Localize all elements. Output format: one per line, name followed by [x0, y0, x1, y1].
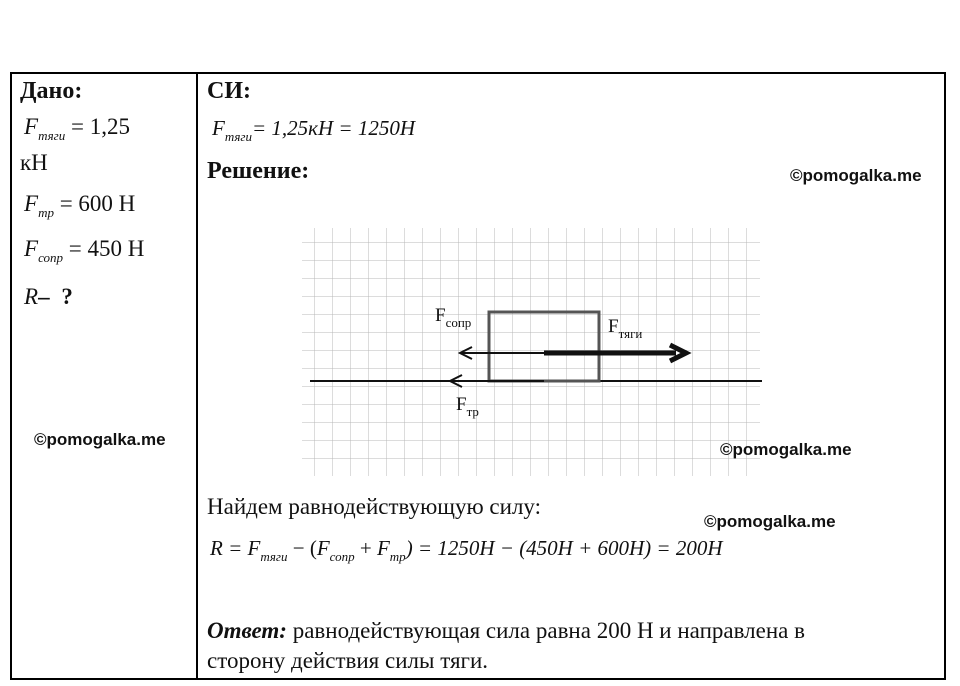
formula-f3: F [376, 536, 390, 560]
formula-f1: F [247, 536, 261, 560]
si-expr: = 1,25кН = 1250Н [252, 116, 415, 140]
given-f-tr-subscript: тр [38, 205, 54, 220]
formula-f3-sub: тр [389, 549, 406, 564]
answer-label: Ответ: [207, 618, 287, 643]
given-f-sopr-subscript: сопр [38, 250, 64, 265]
formula-plus: + [354, 536, 377, 560]
formula-lhs: R = [210, 536, 248, 560]
formula-f1-sub: тяги [260, 549, 288, 564]
watermark-left: ©pomogalka.me [34, 430, 166, 449]
answer-text-1: равнодействующая сила равна 200 Н и направлена в [286, 618, 805, 643]
given-f-tr-value: = 600 Н [59, 191, 136, 216]
solution-formula [210, 536, 723, 564]
given-f-sopr-symbol: F [24, 236, 39, 261]
given-f-tr-symbol: F [24, 191, 39, 216]
watermark-lower-right: ©pomogalka.me [704, 512, 836, 531]
watermark-top-right: ©pomogalka.me [790, 166, 922, 185]
given-f-tyagi-symbol: F [24, 114, 39, 139]
solution-intro: Найдем равнодействующую силу: [207, 494, 542, 519]
si-header: СИ: [207, 78, 251, 104]
given-f-tyagi [24, 114, 130, 143]
formula-minus-open: − ( [287, 536, 317, 560]
given-r-symbol: R [24, 284, 39, 309]
si-subscript: тяги [224, 129, 252, 144]
label-f-sopr: $F_{сопр}$ [435, 305, 472, 330]
force-diagram [296, 224, 766, 480]
given-r-question: ? [61, 284, 73, 309]
label-f-tr: $F_{тр}$ [456, 394, 479, 419]
given-r [24, 284, 73, 310]
si-symbol: F [212, 116, 225, 140]
solution-header: Решение: [207, 158, 310, 184]
formula-f2: F [316, 536, 330, 560]
given-r-dash: – [38, 284, 50, 309]
given-f-tyagi-unit: кН [20, 150, 48, 175]
given-f-tyagi-value: = 1,25 [70, 114, 130, 139]
answer-line-1 [207, 618, 805, 644]
answer-line-2: сторону действия силы тяги. [207, 648, 489, 673]
formula-f2-sub: сопр [329, 549, 355, 564]
given-f-tr [24, 191, 136, 220]
given-f-sopr-value: = 450 Н [68, 236, 145, 261]
si-expression [212, 116, 415, 144]
watermark-mid-right: ©pomogalka.me [720, 440, 852, 459]
column-divider [196, 72, 198, 680]
given-f-sopr [24, 236, 145, 265]
label-f-tyagi: $F_{тяги}$ [608, 316, 643, 341]
given-f-tyagi-subscript: тяги [38, 128, 66, 143]
given-header: Дано: [20, 78, 83, 104]
formula-rest: ) = 1250Н − (450Н + 600Н) = 200Н [405, 536, 723, 560]
